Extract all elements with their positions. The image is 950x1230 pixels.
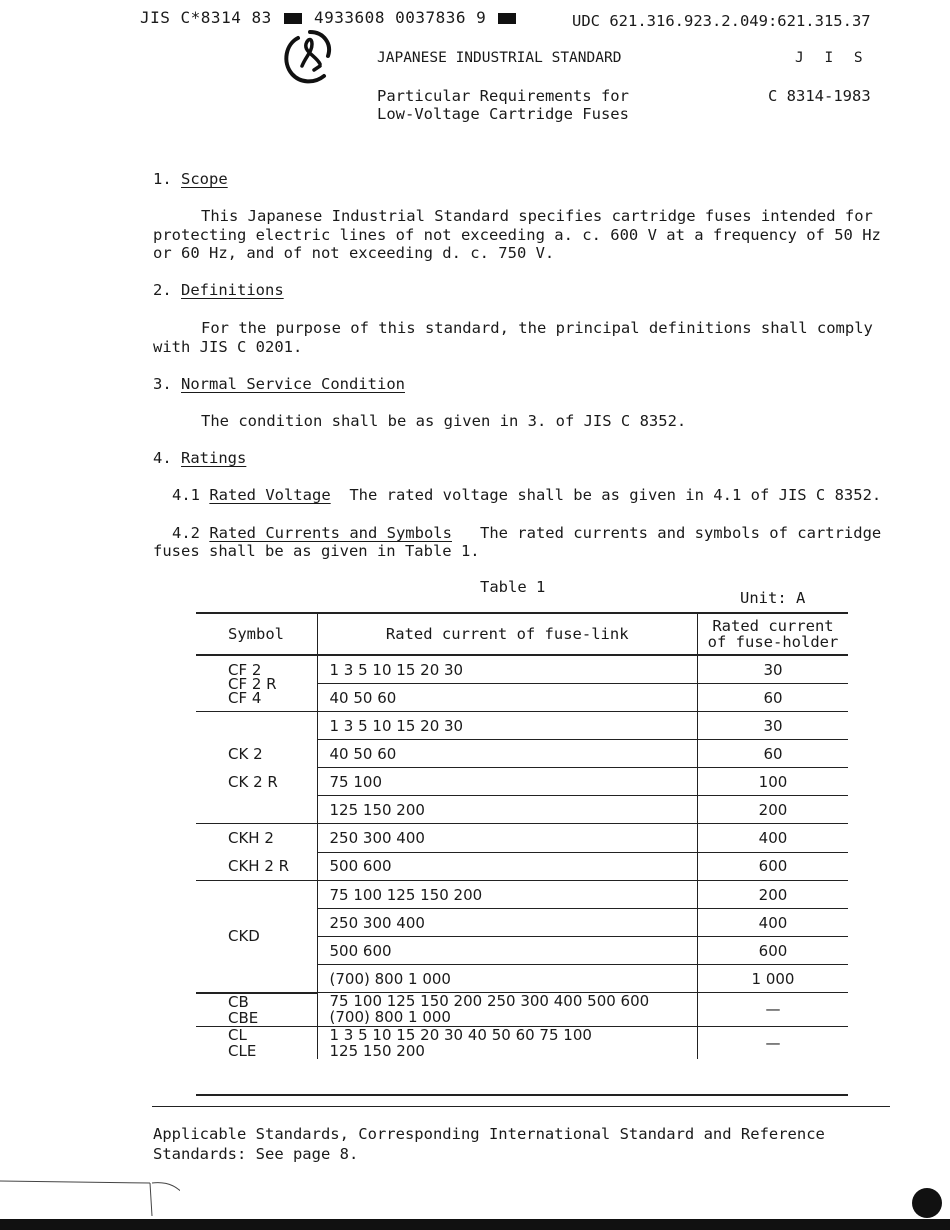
symbol-cell — [196, 1026, 317, 1059]
footer-rule — [152, 1106, 890, 1107]
catalog-barcode-line — [140, 8, 518, 27]
section-definitions-body: For the purpose of this standard, the principal definitions shall comply with JIS C 0201. — [153, 319, 873, 356]
fuse-link-current: 250 300 400 — [317, 909, 698, 937]
fuse-link-current: 500 600 — [317, 937, 698, 965]
scan-artifact-icon — [0, 1178, 180, 1218]
symbol: CKD — [228, 927, 260, 946]
fuse-link-current-line-2: (700) 800 1 000 — [329, 1008, 451, 1027]
header-symbol: Symbol — [196, 613, 317, 655]
fuse-link-current: 1 3 5 10 15 20 30 — [317, 712, 698, 740]
fuse-link-current: (700) 800 1 000 — [317, 965, 698, 993]
fuse-link-current: 40 50 60 — [317, 684, 698, 712]
fuse-link-current: 1 3 5 10 15 20 30 — [317, 655, 698, 684]
fuse-holder-current: 400 — [698, 824, 849, 853]
ratings-table — [196, 612, 848, 1059]
subsection-number: 4.1 — [172, 486, 200, 504]
fuse-holder-current: 600 — [698, 852, 849, 881]
subsection-body: The rated currents and symbols of cartridge — [479, 524, 882, 542]
udc-classification: UDC 621.316.923.2.049:621.315.37 — [572, 12, 871, 30]
table-row — [196, 1026, 848, 1059]
fuse-link-current: 250 300 400 — [317, 824, 698, 853]
table-row — [196, 712, 848, 740]
fuse-holder-current: 60 — [698, 684, 849, 712]
header-fuse-link: Rated current of fuse-link — [317, 613, 698, 655]
fuse-holder-current: 400 — [698, 909, 849, 937]
table-header-row — [196, 613, 848, 655]
header-fuse-holder — [698, 613, 849, 655]
table-unit: Unit: A — [740, 589, 806, 607]
page-bottom-edge — [0, 1219, 950, 1230]
symbol-cell — [196, 655, 317, 712]
header-fuse-holder-line-1: Rated current — [712, 617, 834, 635]
section-ratings-heading — [153, 449, 246, 467]
fuse-holder-current: — — [765, 1033, 781, 1052]
punch-hole-icon — [912, 1188, 942, 1218]
jis-logo-icon — [280, 26, 342, 88]
fuse-link-current: 75 100 125 150 200 — [317, 881, 698, 909]
fuse-link-current: 40 50 60 — [317, 740, 698, 768]
table-bottom-border — [196, 1094, 848, 1096]
subsection-rated-currents-continued: fuses shall be as given in Table 1. — [153, 542, 480, 560]
footer-note-line-2: Standards: See page 8. — [153, 1145, 359, 1163]
table-row — [196, 993, 848, 1027]
catalog-code: JIS C*8314 83 — [140, 8, 272, 27]
table-caption: Table 1 — [480, 578, 546, 596]
fuse-holder-current: 60 — [698, 740, 849, 768]
symbol: CL — [228, 1025, 247, 1044]
section-service-heading — [153, 375, 405, 393]
fuse-link-current: 500 600 — [317, 852, 698, 881]
symbol: CF 2 — [228, 660, 262, 679]
fuse-link-current-line-1: 1 3 5 10 15 20 30 40 50 60 75 100 — [329, 1025, 592, 1044]
section-service-body: The condition shall be as given in 3. of JIS C 8352. — [201, 412, 687, 430]
fuse-link-current-line-2: 125 150 200 — [329, 1041, 425, 1060]
fuse-holder-current: 1 000 — [698, 965, 849, 993]
fuse-link-current: 125 150 200 — [317, 796, 698, 824]
subsection-number: 4.2 — [172, 524, 200, 542]
fuse-link-current: 75 100 — [317, 768, 698, 796]
section-scope-body: This Japanese Industrial Standard specifies cartridge fuses intended for protecting electric lines of not exceeding a. c. 600 V at a frequency of 50 Hz or 60 Hz, and of not exceeding d. c. 750 V. — [153, 207, 881, 262]
symbol-cell — [196, 881, 317, 993]
symbol: CK 2 — [228, 744, 263, 763]
standard-code: C 8314-1983 — [768, 87, 871, 105]
section-definitions-heading — [153, 281, 284, 299]
fuse-link-current — [317, 1026, 698, 1059]
barcode-block-icon — [498, 13, 516, 24]
fuse-holder-current: — — [698, 993, 849, 1027]
subsection-rated-currents — [172, 524, 881, 542]
footer-note-line-1: Applicable Standards, Corresponding International Standard and Reference — [153, 1125, 825, 1143]
document-title-line-1: Particular Requirements for — [377, 87, 629, 105]
section-number: 4. — [153, 449, 172, 467]
fuse-link-current-line-1: 75 100 125 150 200 250 300 400 500 600 — [329, 992, 650, 1011]
section-number: 3. — [153, 375, 172, 393]
symbol: CBE — [228, 1008, 259, 1027]
fuse-holder-current: 100 — [698, 768, 849, 796]
symbol-cell — [196, 712, 317, 824]
barcode-block-icon — [284, 13, 302, 24]
subsection-body: The rated voltage shall be as given in 4.1 of JIS C 8352. — [349, 486, 882, 504]
symbol: CF 4 — [228, 688, 262, 707]
header-fuse-holder-line-2: of fuse-holder — [707, 633, 839, 651]
symbol-cell — [196, 824, 317, 881]
fuse-holder-current: 200 — [698, 796, 849, 824]
subsection-title: Rated Voltage — [209, 486, 331, 504]
fuse-holder-current: 30 — [698, 655, 849, 684]
section-title: Scope — [181, 170, 228, 188]
fuse-holder-current: 30 — [698, 712, 849, 740]
table-row — [196, 655, 848, 684]
fuse-link-current — [317, 993, 698, 1027]
subsection-title: Rated Currents and Symbols — [209, 524, 452, 542]
standard-name: JAPANESE INDUSTRIAL STANDARD — [377, 50, 622, 66]
symbol: CB — [228, 992, 249, 1011]
symbol: CKH 2 R — [228, 857, 290, 875]
symbol: CK 2 R — [228, 772, 278, 791]
table-row — [196, 881, 848, 909]
barcode-digits: 4933608 0037836 9 — [314, 8, 487, 27]
symbol: CKH 2 — [228, 829, 274, 847]
section-title: Normal Service Condition — [181, 375, 405, 393]
fuse-holder-current: 200 — [698, 881, 849, 909]
document-title-line-2: Low-Voltage Cartridge Fuses — [377, 105, 629, 123]
symbol-cell — [196, 993, 317, 1027]
table-row — [196, 824, 848, 853]
symbol: CLE — [228, 1041, 257, 1060]
section-number: 2. — [153, 281, 172, 299]
subsection-rated-voltage — [172, 486, 881, 504]
jis-mark: J I S — [795, 50, 869, 66]
symbol: CF 2 R — [228, 674, 277, 693]
fuse-holder-current: 600 — [698, 937, 849, 965]
section-scope-heading — [153, 170, 228, 188]
section-title: Ratings — [181, 449, 247, 467]
section-number: 1. — [153, 170, 172, 188]
section-title: Definitions — [181, 281, 284, 299]
